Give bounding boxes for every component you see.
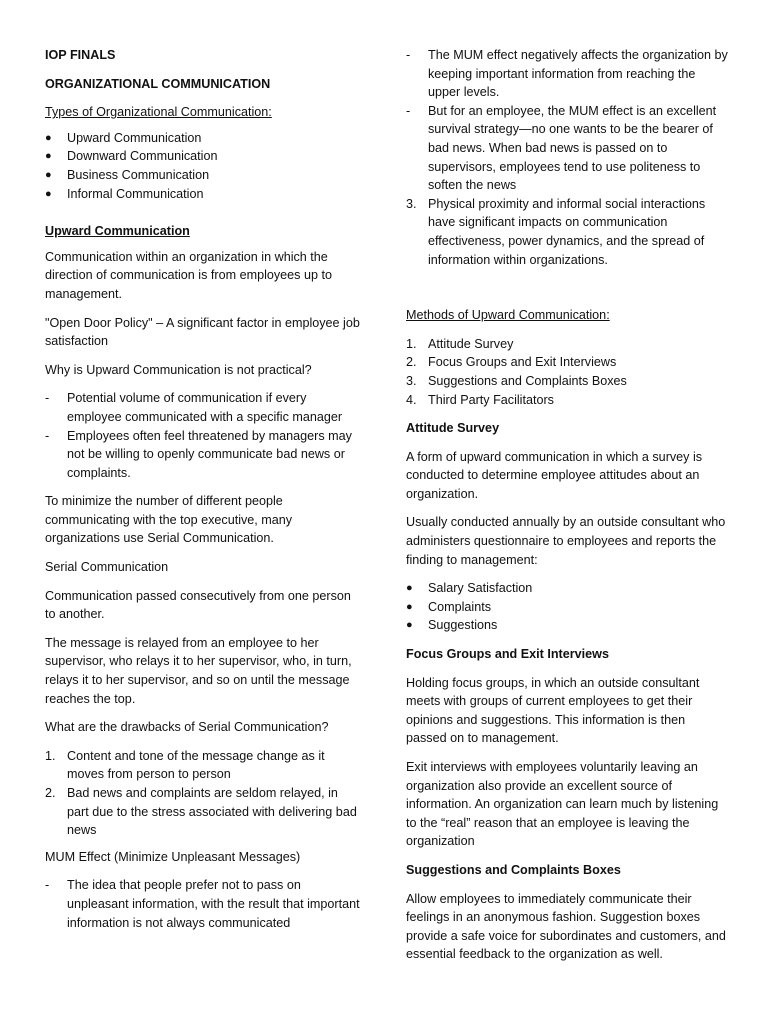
list-item: 2. Bad news and complaints are seldom relayed, in part due to the stress associated with delivering bad news [45,786,357,838]
bullet-icon: ● [45,187,52,200]
attitude-description: Usually conducted annually by an outside consultant who administers questionnaire to employees and reports the finding to management: [406,515,726,567]
list-item: 3. Physical proximity and informal social interactions have significant impacts on communication effectiveness, power dynamics, and the spread of information within organizations. [406,196,706,267]
list-item: 1. Attitude Survey [406,335,728,354]
document-title: IOP FINALS [45,48,116,62]
dash-marker: - [45,428,50,443]
number-marker: 1. [406,336,417,351]
number-marker: 3. [406,196,417,211]
number-marker: 2. [406,355,417,370]
bullet-icon: ● [406,582,413,595]
bullet-icon: ● [406,619,413,632]
list-item: 4. Third Party Facilitators [406,391,728,410]
why-question: Why is Upward Communication is not practical? [45,362,312,377]
attitude-heading: Attitude Survey [406,421,500,436]
upward-definition: Communication within an organization in which the direction of communication is from employees up to management. [45,249,332,301]
list-item: - The MUM effect negatively affects the organization by keeping important information from reaching the upper levels. [406,48,728,100]
number-marker: 4. [406,392,417,407]
list-item: ● Business Communication [45,166,363,185]
number-marker: 2. [45,786,56,800]
suggestions-description: Allow employees to immediately communicate their feelings in an anonymous fashion. Suggestion boxes provide a safe voice for subordinates and customers, and essential feedback to the organization as well. [406,891,726,962]
list-item: ● Upward Communication [45,129,363,148]
left-column [45,46,363,942]
methods-list [406,335,728,409]
dash-marker: - [406,48,411,62]
right-column [406,46,728,974]
types-heading: Types of Organizational Communication: [45,105,272,120]
list-item: - But for an employee, the MUM effect is an excellent survival strategy—no one wants to be the bearer of bad news. When bad news is passed on to supervisors, employees tend to use politeness to soften the news [406,103,717,193]
mum-list-continued [406,46,728,195]
mum-list [45,876,363,932]
list-item: 1. Content and tone of the message change as it moves from person to person [45,748,325,782]
list-item: - The idea that people prefer not to pass on unpleasant information, with the result that important information is not always communicated [45,878,360,930]
list-item: ● Downward Communication [45,147,363,166]
serial-definition: Communication passed consecutively from one person to another. [45,588,351,622]
list-item: ● Informal Communication [45,185,363,204]
number-marker: 3. [406,373,417,388]
exit-description: Exit interviews with employees voluntarily leaving an organization also provide an excellent source of information. An organization can learn much by listening to the “real” reason that an employee is leaving the organization [406,760,719,849]
mum-heading: MUM Effect (Minimize Unpleasant Messages) [45,849,301,864]
list-item: ● Salary Satisfaction [406,579,728,598]
attitude-list [406,579,728,635]
methods-heading: Methods of Upward Communication: [406,308,610,323]
list-item: ● Suggestions [406,616,728,635]
list-item: 3. Suggestions and Complaints Boxes [406,372,728,391]
bullet-icon: ● [45,131,52,144]
serial-description: The message is relayed from an employee to her supervisor, who relays it to her supervisor, who, in turn, relays it to her supervisor, and so on until the message reaches the top. [45,635,352,706]
list-item: 2. Focus Groups and Exit Interviews [406,353,728,372]
list-item: - Employees often feel threatened by managers may not be willing to openly communicate bad news or complaints. [45,428,352,480]
number-marker: 1. [45,748,56,763]
drawbacks-question: What are the drawbacks of Serial Communication? [45,720,329,735]
upward-heading: Upward Communication [45,224,190,239]
bullet-icon: ● [406,600,413,613]
bullet-icon: ● [45,168,52,181]
list-item: - Potential volume of communication if every employee communicated with a specific manager [45,391,343,424]
document-subtitle: ORGANIZATIONAL COMMUNICATION [45,76,271,91]
dash-marker: - [406,103,411,118]
serial-heading: Serial Communication [45,560,169,575]
why-list [45,389,363,482]
list-item: ● Complaints [406,598,728,617]
drawbacks-list [45,747,363,840]
dash-marker: - [45,878,50,893]
dash-marker: - [45,391,50,406]
focus-definition: Holding focus groups, in which an outside consultant meets with groups of current employees to get their opinions and suggestions. This information is then passed on to management. [406,675,700,746]
focus-heading: Focus Groups and Exit Interviews [406,647,609,662]
types-list [45,129,363,203]
spacer [406,269,728,306]
open-door-policy: "Open Door Policy" – A significant factor in employee job satisfaction [45,315,360,349]
bullet-icon: ● [45,150,52,163]
attitude-definition: A form of upward communication in which a survey is conducted to determine employee attitudes about an organization. [406,449,703,501]
mum-numbered-list [406,195,728,269]
suggestions-heading: Suggestions and Complaints Boxes [406,862,621,877]
minimize-paragraph: To minimize the number of different people communicating with the top executive, many organizations use Serial Communication. [45,494,293,546]
